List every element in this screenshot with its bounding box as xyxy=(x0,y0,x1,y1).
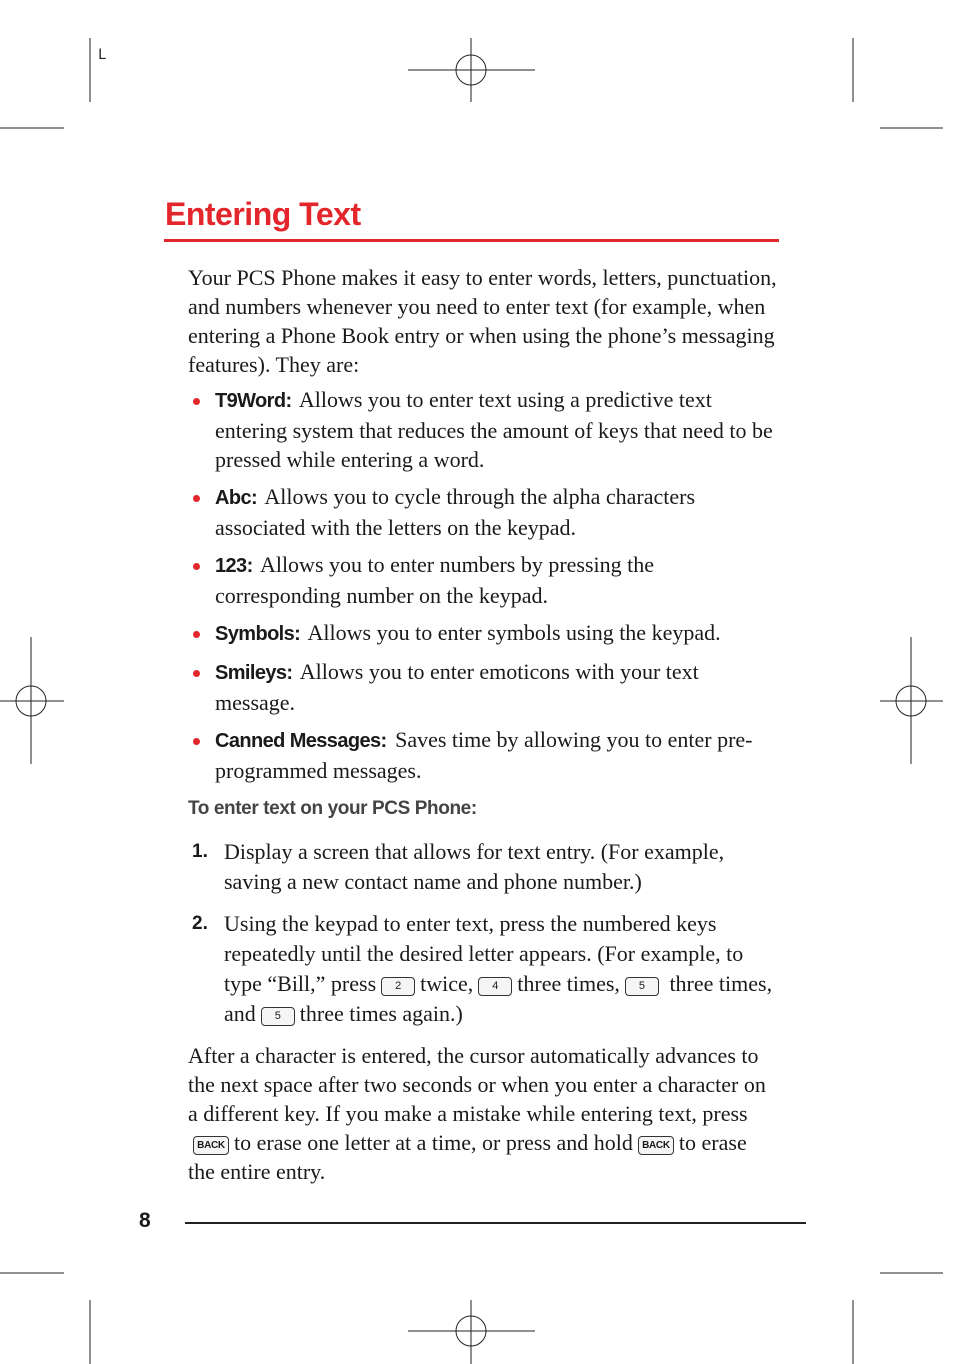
closing-text: After a character is entered, the cursor automatically advances to the next space after two seconds or when you enter a character on a different key. If you make a mistake while entering text, press xyxy=(188,1043,766,1126)
bullet-icon xyxy=(193,631,200,638)
key-5-icon: 5 xyxy=(261,1007,295,1026)
list-item-symbols xyxy=(188,618,778,649)
procedure-steps xyxy=(188,837,778,1029)
bullet-icon xyxy=(193,398,200,405)
mode-term: Abc: xyxy=(215,487,258,509)
step-text: three times, xyxy=(517,971,620,996)
mode-description: Allows you to enter symbols using the keypad. xyxy=(307,620,721,645)
closing-text: to erase the entire entry. xyxy=(188,1130,747,1184)
bullet-icon xyxy=(193,563,200,570)
mode-term: 123: xyxy=(215,555,253,577)
list-item-smileys xyxy=(188,657,778,717)
step-text: Display a screen that allows for text entry. (For example, saving a new contact name and phone number.) xyxy=(224,839,725,894)
key-2-icon: 2 xyxy=(381,977,415,996)
list-item-123 xyxy=(188,550,778,610)
corner-mark-label: L xyxy=(98,47,107,63)
list-item-t9word xyxy=(188,385,778,474)
step-number: 1. xyxy=(192,841,208,862)
step-item xyxy=(188,837,778,897)
mode-term: Smileys: xyxy=(215,662,293,684)
list-item-canned-messages xyxy=(188,725,778,785)
footer-rule xyxy=(185,1222,806,1224)
closing-text: to erase one letter at a time, or press and hold xyxy=(234,1130,633,1155)
procedure-heading: To enter text on your PCS Phone: xyxy=(188,798,477,819)
mode-term: T9Word: xyxy=(215,390,292,412)
page-title: Entering Text xyxy=(165,196,361,232)
page-number: 8 xyxy=(139,1209,151,1232)
mode-description: Allows you to cycle through the alpha characters associated with the letters on the keypad. xyxy=(215,484,696,540)
bullet-icon xyxy=(193,670,200,677)
mode-description: Allows you to enter numbers by pressing the corresponding number on the keypad. xyxy=(215,552,655,608)
mode-description: Allows you to enter text using a predictive text entering system that reduces the amount of keys that need to be pressed while entering a word. xyxy=(215,387,773,472)
text-mode-list xyxy=(188,385,778,785)
key-5-icon: 5 xyxy=(625,977,659,996)
list-item-abc xyxy=(188,482,778,542)
registration-mark-right xyxy=(880,637,943,764)
step-text: three times again.) xyxy=(299,1001,463,1026)
mode-term: Canned Messages: xyxy=(215,730,387,752)
mode-description: Saves time by allowing you to enter pre-programmed messages. xyxy=(215,727,753,783)
registration-mark-top xyxy=(408,38,535,102)
mode-description: Allows you to enter emoticons with your text message. xyxy=(215,659,699,715)
back-key-icon: BACK xyxy=(638,1136,674,1155)
title-underline xyxy=(164,239,779,242)
step-text: three times, and xyxy=(224,971,773,1026)
key-4-icon: 4 xyxy=(478,977,512,996)
registration-mark-left xyxy=(0,637,64,764)
step-item xyxy=(188,909,778,1029)
bullet-icon xyxy=(193,495,200,502)
bullet-icon xyxy=(193,738,200,745)
mode-term: Symbols: xyxy=(215,623,301,645)
step-text: Using the keypad to enter text, press the numbered keys repeatedly until the desired letter appears. (For example, to type “Bill,” press xyxy=(224,911,744,996)
back-key-icon: BACK xyxy=(193,1136,229,1155)
step-text: twice, xyxy=(420,971,474,996)
registration-mark-bottom xyxy=(408,1300,535,1364)
main-content xyxy=(188,263,778,1186)
step-number: 2. xyxy=(192,913,208,934)
closing-paragraph xyxy=(188,1041,778,1186)
intro-paragraph: Your PCS Phone makes it easy to enter words, letters, punctuation, and numbers whenever you need to enter text (for example, when entering a Phone Book entry or when using the phone’s messaging features). They are: xyxy=(188,265,777,377)
